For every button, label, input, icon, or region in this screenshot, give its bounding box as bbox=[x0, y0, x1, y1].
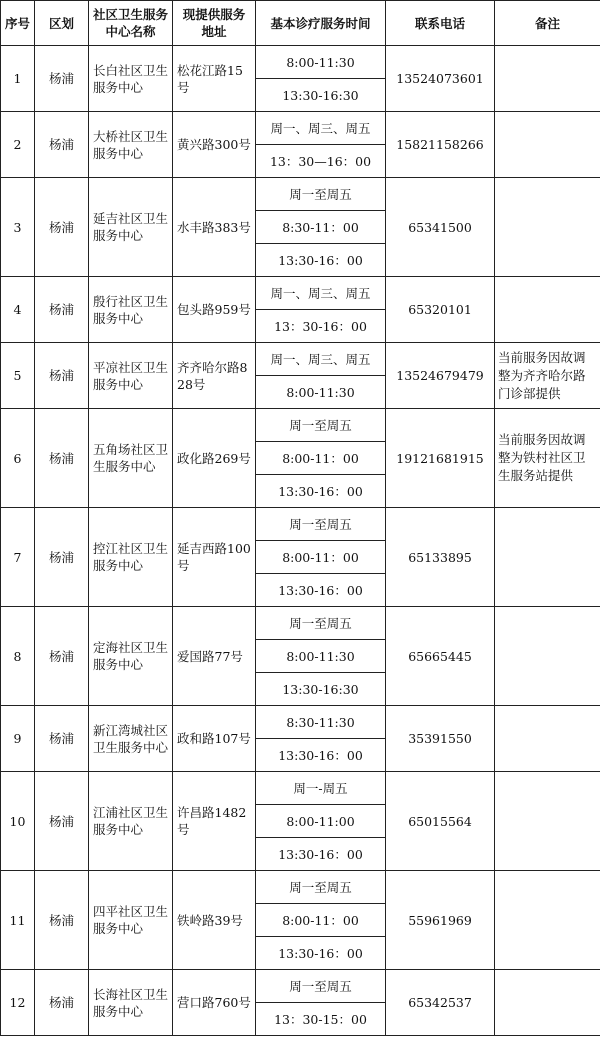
cell-name: 大桥社区卫生服务中心 bbox=[89, 112, 173, 178]
cell-name: 平凉社区卫生服务中心 bbox=[89, 343, 173, 409]
table-body bbox=[1, 46, 600, 1036]
cell-index: 7 bbox=[1, 508, 35, 607]
cell-phone: 19121681915 bbox=[386, 409, 495, 508]
cell-index: 11 bbox=[1, 871, 35, 970]
cell-address: 许昌路1482号 bbox=[173, 772, 256, 871]
cell-district: 杨浦 bbox=[35, 343, 89, 409]
cell-index: 10 bbox=[1, 772, 35, 871]
cell-address: 齐齐哈尔路828号 bbox=[173, 343, 256, 409]
cell-district: 杨浦 bbox=[35, 607, 89, 706]
cell-time: 13：30—16：00 bbox=[256, 145, 386, 178]
cell-address: 水丰路383号 bbox=[173, 178, 256, 277]
table-row bbox=[1, 607, 600, 640]
cell-time: 周一、周三、周五 bbox=[256, 343, 386, 376]
cell-time: 13:30-16:30 bbox=[256, 673, 386, 706]
cell-district: 杨浦 bbox=[35, 970, 89, 1036]
header-name: 社区卫生服务中心名称 bbox=[89, 1, 173, 46]
cell-address: 爱国路77号 bbox=[173, 607, 256, 706]
cell-district: 杨浦 bbox=[35, 277, 89, 343]
cell-phone: 13524679479 bbox=[386, 343, 495, 409]
cell-time: 13:30-16:30 bbox=[256, 79, 386, 112]
cell-name: 长白社区卫生服务中心 bbox=[89, 46, 173, 112]
header-row bbox=[1, 1, 600, 46]
cell-name: 长海社区卫生服务中心 bbox=[89, 970, 173, 1036]
cell-time: 8:00-11：00 bbox=[256, 904, 386, 937]
cell-name: 定海社区卫生服务中心 bbox=[89, 607, 173, 706]
cell-phone: 65342537 bbox=[386, 970, 495, 1036]
cell-time: 13:30-16：00 bbox=[256, 574, 386, 607]
cell-address: 包头路959号 bbox=[173, 277, 256, 343]
cell-note bbox=[495, 178, 600, 277]
cell-name: 江浦社区卫生服务中心 bbox=[89, 772, 173, 871]
cell-note bbox=[495, 508, 600, 607]
cell-index: 1 bbox=[1, 46, 35, 112]
cell-phone: 65015564 bbox=[386, 772, 495, 871]
cell-time: 周一至周五 bbox=[256, 178, 386, 211]
cell-phone: 15821158266 bbox=[386, 112, 495, 178]
cell-phone: 65665445 bbox=[386, 607, 495, 706]
cell-phone: 13524073601 bbox=[386, 46, 495, 112]
cell-address: 延吉西路100号 bbox=[173, 508, 256, 607]
cell-note: 当前服务因故调整为铁村社区卫生服务站提供 bbox=[495, 409, 600, 508]
cell-district: 杨浦 bbox=[35, 409, 89, 508]
cell-index: 2 bbox=[1, 112, 35, 178]
cell-index: 4 bbox=[1, 277, 35, 343]
cell-address: 铁岭路39号 bbox=[173, 871, 256, 970]
cell-time: 13:30-16：00 bbox=[256, 244, 386, 277]
cell-time: 13:30-16：00 bbox=[256, 838, 386, 871]
header-district: 区划 bbox=[35, 1, 89, 46]
cell-note bbox=[495, 772, 600, 871]
cell-time: 13:30-16：00 bbox=[256, 739, 386, 772]
cell-time: 周一至周五 bbox=[256, 409, 386, 442]
cell-time: 周一、周三、周五 bbox=[256, 112, 386, 145]
cell-address: 政和路107号 bbox=[173, 706, 256, 772]
cell-district: 杨浦 bbox=[35, 706, 89, 772]
cell-note bbox=[495, 607, 600, 706]
cell-time: 周一至周五 bbox=[256, 508, 386, 541]
cell-note: 当前服务因故调整为齐齐哈尔路门诊部提供 bbox=[495, 343, 600, 409]
cell-note bbox=[495, 970, 600, 1036]
header-index: 序号 bbox=[1, 1, 35, 46]
cell-time: 周一至周五 bbox=[256, 970, 386, 1003]
cell-index: 12 bbox=[1, 970, 35, 1036]
cell-phone: 65133895 bbox=[386, 508, 495, 607]
cell-phone: 35391550 bbox=[386, 706, 495, 772]
cell-note bbox=[495, 112, 600, 178]
cell-time: 13:30-16：00 bbox=[256, 937, 386, 970]
header-hours: 基本诊疗服务时间 bbox=[256, 1, 386, 46]
cell-index: 3 bbox=[1, 178, 35, 277]
cell-time: 8:00-11:30 bbox=[256, 376, 386, 409]
table-row bbox=[1, 970, 600, 1003]
cell-index: 8 bbox=[1, 607, 35, 706]
cell-time: 13：30-15：00 bbox=[256, 1003, 386, 1036]
cell-district: 杨浦 bbox=[35, 871, 89, 970]
cell-phone: 65341500 bbox=[386, 178, 495, 277]
cell-address: 营口路760号 bbox=[173, 970, 256, 1036]
cell-time: 8:00-11:00 bbox=[256, 805, 386, 838]
cell-address: 松花江路15号 bbox=[173, 46, 256, 112]
cell-time: 13：30-16：00 bbox=[256, 310, 386, 343]
cell-name: 控江社区卫生服务中心 bbox=[89, 508, 173, 607]
cell-district: 杨浦 bbox=[35, 772, 89, 871]
cell-time: 13:30-16：00 bbox=[256, 475, 386, 508]
table-row bbox=[1, 706, 600, 739]
header-note: 备注 bbox=[495, 1, 600, 46]
cell-time: 周一、周三、周五 bbox=[256, 277, 386, 310]
cell-address: 政化路269号 bbox=[173, 409, 256, 508]
cell-note bbox=[495, 871, 600, 970]
table-row bbox=[1, 46, 600, 79]
cell-note bbox=[495, 46, 600, 112]
cell-time: 8:00-11:30 bbox=[256, 46, 386, 79]
cell-address: 黄兴路300号 bbox=[173, 112, 256, 178]
cell-phone: 55961969 bbox=[386, 871, 495, 970]
table-row bbox=[1, 871, 600, 904]
cell-time: 8:30-11：00 bbox=[256, 211, 386, 244]
cell-district: 杨浦 bbox=[35, 112, 89, 178]
cell-time: 周一至周五 bbox=[256, 607, 386, 640]
cell-time: 8:00-11:30 bbox=[256, 640, 386, 673]
table-row bbox=[1, 112, 600, 145]
table-row bbox=[1, 772, 600, 805]
cell-time: 8:00-11：00 bbox=[256, 541, 386, 574]
cell-index: 5 bbox=[1, 343, 35, 409]
table-row bbox=[1, 409, 600, 442]
cell-name: 新江湾城社区卫生服务中心 bbox=[89, 706, 173, 772]
cell-name: 殷行社区卫生服务中心 bbox=[89, 277, 173, 343]
cell-phone: 65320101 bbox=[386, 277, 495, 343]
header-phone: 联系电话 bbox=[386, 1, 495, 46]
cell-name: 四平社区卫生服务中心 bbox=[89, 871, 173, 970]
cell-time: 周一-周五 bbox=[256, 772, 386, 805]
cell-time: 8:00-11：00 bbox=[256, 442, 386, 475]
cell-index: 9 bbox=[1, 706, 35, 772]
cell-note bbox=[495, 706, 600, 772]
cell-time: 8:30-11:30 bbox=[256, 706, 386, 739]
cell-note bbox=[495, 277, 600, 343]
table-row bbox=[1, 178, 600, 211]
cell-name: 延吉社区卫生服务中心 bbox=[89, 178, 173, 277]
cell-name: 五角场社区卫生服务中心 bbox=[89, 409, 173, 508]
cell-time: 周一至周五 bbox=[256, 871, 386, 904]
header-address: 现提供服务地址 bbox=[173, 1, 256, 46]
cell-district: 杨浦 bbox=[35, 508, 89, 607]
table-row bbox=[1, 343, 600, 376]
cell-index: 6 bbox=[1, 409, 35, 508]
table-row bbox=[1, 277, 600, 310]
cell-district: 杨浦 bbox=[35, 178, 89, 277]
table-row bbox=[1, 508, 600, 541]
cell-district: 杨浦 bbox=[35, 46, 89, 112]
